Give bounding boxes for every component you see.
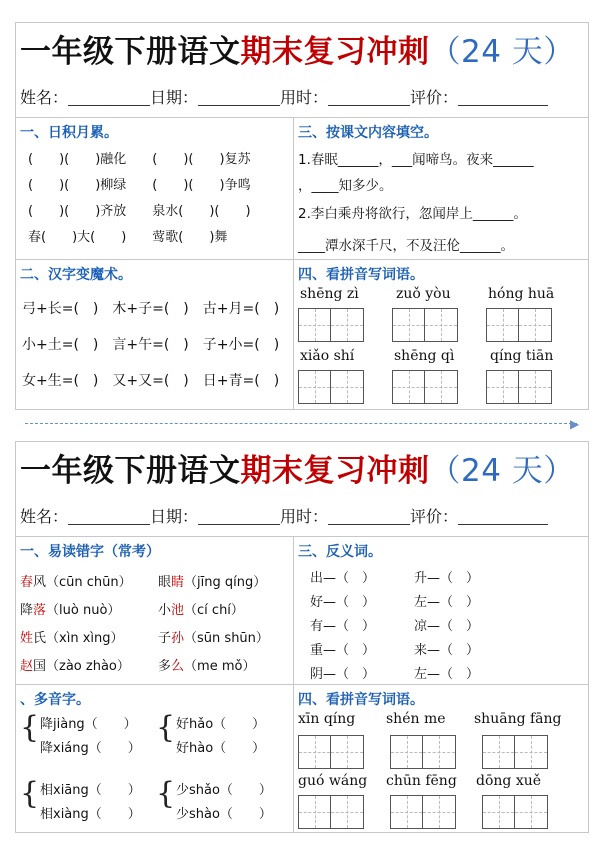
polyphone-reading: 少shào（ ） bbox=[176, 807, 272, 822]
writing-boxes[interactable] bbox=[392, 370, 458, 404]
misread-item: 多么（me mǒ） bbox=[158, 659, 256, 674]
antonym-item: 出—（ ） bbox=[310, 571, 376, 586]
equation-row: 女+生=( ) 又+又=( ) 日+青=( ) bbox=[22, 373, 280, 389]
eval-field[interactable] bbox=[458, 85, 548, 106]
poem-line: ____潭水深千尺，不及汪伦______。 bbox=[298, 238, 514, 254]
equation-row: 弓+长=( ) 木+子=( ) 古+月=( ) bbox=[22, 301, 280, 317]
time-field[interactable] bbox=[328, 85, 410, 106]
antonym-item: 有—（ ） bbox=[310, 619, 376, 634]
poem-line: 1.春眠______，___闻啼鸟。夜来______ bbox=[298, 152, 534, 168]
antonym-item: 阴—（ ） bbox=[310, 667, 376, 682]
pinyin-label: guó wáng bbox=[298, 773, 368, 789]
eval-label: 评价： bbox=[410, 507, 459, 526]
eval-label: 评价： bbox=[410, 88, 459, 107]
student-info-line bbox=[16, 502, 588, 532]
pinyin-label: xīn qíng bbox=[298, 711, 356, 727]
writing-boxes[interactable] bbox=[298, 370, 364, 404]
section-title: 四、看拼音写词语。 bbox=[298, 692, 424, 708]
eval-field[interactable] bbox=[458, 504, 548, 525]
section-title: 一、易读错字（常考） bbox=[20, 544, 160, 560]
misread-item: 子孙（sūn shūn） bbox=[158, 631, 269, 646]
date-field[interactable] bbox=[198, 504, 280, 525]
section-title: 四、看拼音写词语。 bbox=[298, 267, 424, 283]
pinyin-label: hóng huā bbox=[488, 286, 555, 302]
writing-boxes[interactable] bbox=[486, 308, 552, 342]
antonym-item: 来—（ ） bbox=[414, 643, 480, 658]
pinyin-label: qíng tiān bbox=[490, 348, 554, 364]
name-field[interactable] bbox=[68, 85, 150, 106]
polyphone-reading: 降jiàng（ ） bbox=[40, 717, 137, 732]
misread-item: 降落（luò nuò） bbox=[20, 603, 121, 618]
pinyin-label: shēng qì bbox=[394, 348, 455, 364]
pinyin-label: xiǎo shí bbox=[300, 348, 355, 364]
polyphone-reading: 好hào（ ） bbox=[176, 741, 266, 756]
section-accumulation bbox=[16, 118, 294, 260]
antonym-item: 凉—（ ） bbox=[414, 619, 480, 634]
date-field[interactable] bbox=[198, 85, 280, 106]
antonym-item: 左—（ ） bbox=[414, 667, 480, 682]
poem-line: 2.李白乘舟将欲行，忽闻岸上______。 bbox=[298, 206, 527, 222]
arrow-right-icon: ▶ bbox=[570, 417, 580, 431]
antonym-item: 好—（ ） bbox=[310, 595, 376, 610]
poem-line: ，____知多少。 bbox=[298, 178, 393, 194]
polyphone-reading: 相xiāng（ ） bbox=[40, 783, 141, 798]
brace-icon: { bbox=[156, 776, 176, 811]
writing-boxes[interactable] bbox=[298, 308, 364, 342]
antonym-item: 重—（ ） bbox=[310, 643, 376, 658]
polyphone-reading: 相xiàng（ ） bbox=[40, 807, 141, 822]
section-title: 一、日积月累。 bbox=[20, 125, 118, 141]
section-easy-misread bbox=[16, 537, 294, 685]
date-label: 日期： bbox=[150, 507, 199, 526]
pinyin-label: dōng xuě bbox=[476, 773, 542, 789]
misread-item: 姓氏（xìn xìng） bbox=[20, 631, 124, 646]
antonym-item: 左—（ ） bbox=[414, 595, 480, 610]
writing-boxes[interactable] bbox=[486, 370, 552, 404]
section-title: 三、反义词。 bbox=[298, 544, 382, 560]
pinyin-label: shuāng fāng bbox=[474, 711, 562, 727]
section-fill-text bbox=[294, 118, 588, 260]
polyphone-reading: 少shǎo（ ） bbox=[176, 783, 272, 798]
exercise-grid bbox=[16, 536, 588, 822]
section-pinyin-words bbox=[294, 685, 588, 832]
section-antonyms bbox=[294, 537, 588, 685]
misread-item: 小池（cí chí） bbox=[158, 603, 244, 618]
page-title: 一年级下册语文期末复习冲刺（24 天） bbox=[20, 453, 575, 489]
writing-boxes[interactable] bbox=[392, 308, 458, 342]
exercise-grid bbox=[16, 117, 588, 389]
date-label: 日期： bbox=[150, 88, 199, 107]
polyphone-reading: 降xiáng（ ） bbox=[40, 741, 141, 756]
brace-icon: { bbox=[20, 710, 40, 745]
time-label: 用时： bbox=[280, 507, 329, 526]
writing-boxes[interactable] bbox=[482, 735, 548, 769]
writing-boxes[interactable] bbox=[298, 795, 364, 829]
section-pinyin-words bbox=[294, 260, 588, 410]
fill-row: ( )( )融化 ( )( )复苏 bbox=[28, 152, 251, 167]
misread-item: 赵国（zào zhào） bbox=[20, 659, 130, 674]
pinyin-label: chūn fēng bbox=[386, 773, 457, 789]
cut-line bbox=[25, 423, 577, 424]
pinyin-label: shēng zì bbox=[300, 286, 359, 302]
writing-boxes[interactable] bbox=[298, 735, 364, 769]
antonym-item: 升—（ ） bbox=[414, 571, 480, 586]
misread-item: 春风（cūn chūn） bbox=[20, 575, 132, 590]
fill-row: 春( )大( ) 莺歌( )舞 bbox=[28, 230, 228, 245]
name-label: 姓名： bbox=[20, 88, 69, 107]
worksheet-2 bbox=[15, 441, 589, 833]
brace-icon: { bbox=[156, 710, 176, 745]
time-label: 用时： bbox=[280, 88, 329, 107]
pinyin-label: shén me bbox=[386, 711, 446, 727]
section-title: 三、按课文内容填空。 bbox=[298, 125, 438, 141]
name-field[interactable] bbox=[68, 504, 150, 525]
section-polyphones bbox=[16, 685, 294, 832]
worksheet-1 bbox=[15, 22, 589, 410]
section-title: 二、汉字变魔术。 bbox=[20, 267, 132, 283]
page-title: 一年级下册语文期末复习冲刺（24 天） bbox=[20, 34, 575, 70]
fill-row: ( )( )齐放 泉水( )( ) bbox=[28, 204, 251, 219]
section-char-magic bbox=[16, 260, 294, 410]
section-title: 、多音字。 bbox=[20, 692, 90, 708]
equation-row: 小+土=( ) 言+午=( ) 子+小=( ) bbox=[22, 337, 280, 353]
writing-boxes[interactable] bbox=[390, 795, 456, 829]
brace-icon: { bbox=[20, 776, 40, 811]
name-label: 姓名： bbox=[20, 507, 69, 526]
student-info-line bbox=[16, 83, 588, 113]
writing-boxes[interactable] bbox=[390, 735, 456, 769]
writing-boxes[interactable] bbox=[482, 795, 548, 829]
fill-row: ( )( )柳绿 ( )( )争鸣 bbox=[28, 178, 251, 193]
time-field[interactable] bbox=[328, 504, 410, 525]
misread-item: 眼睛（jīng qíng） bbox=[158, 575, 267, 590]
pinyin-label: zuǒ yòu bbox=[396, 286, 451, 302]
polyphone-reading: 好hǎo（ ） bbox=[176, 717, 266, 732]
